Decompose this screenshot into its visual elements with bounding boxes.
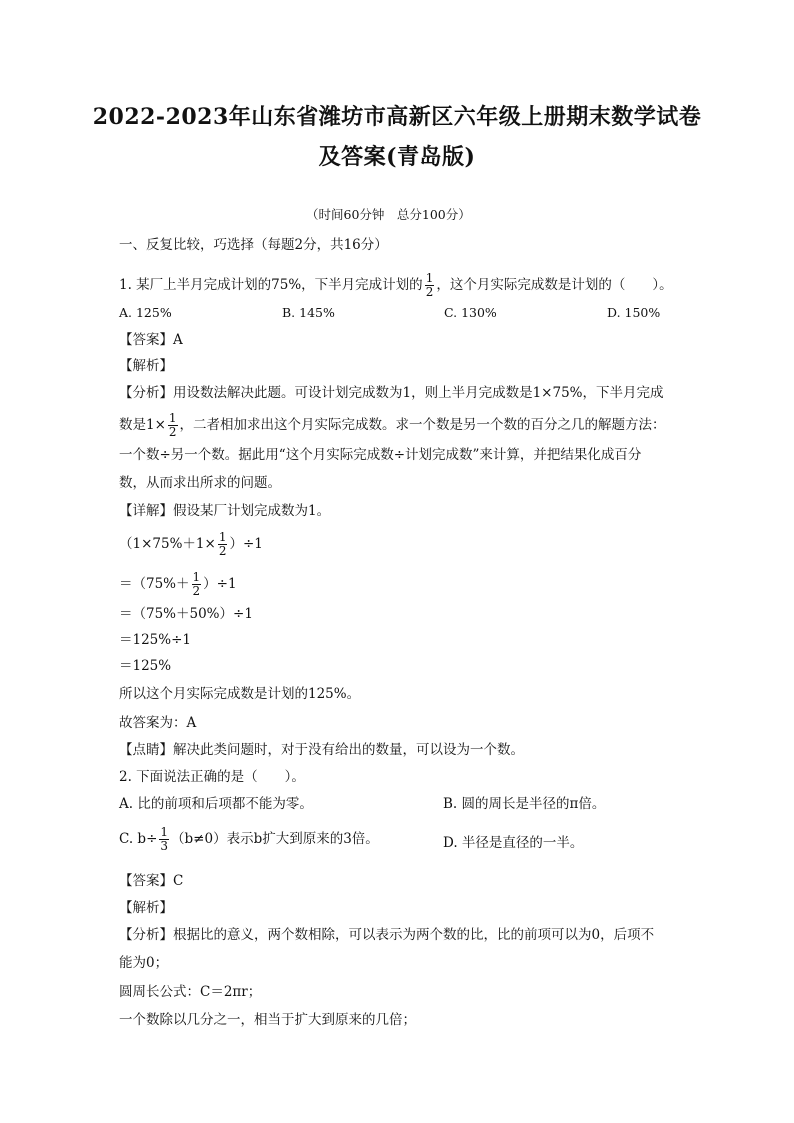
q2-option-d: D. 半径是直径的一半。 — [443, 835, 584, 851]
q2-analysis-line: 能为0； — [119, 955, 169, 971]
fraction: $\frac{1}{2}$ — [425, 271, 434, 299]
q2-analysis-label: 【解析】 — [119, 900, 173, 916]
q1-analysis-line: 数是1× $\frac{1}{2}$ ，二者相加求出这个月实际完成数。求一个数是另一个数的百分之几的解题方法： — [119, 411, 666, 439]
q1-step: （1×75%＋1× $\frac{1}{2}$ ）÷1 — [119, 530, 263, 558]
q1-analysis-line: 【分析】用设数法解决此题。可设计划完成数为1，则上半月完成数是1×75%，下半月完成 — [119, 385, 664, 401]
q2-option-b: B. 圆的周长是半径的π倍。 — [443, 796, 606, 812]
doc-title-line1: 2022-2023年山东省潍坊市高新区六年级上册期末数学试卷 — [92, 104, 702, 130]
q1-step: ＝125%÷1 — [119, 632, 191, 648]
q2-analysis-line: 【分析】根据比的意义，两个数相除，可以表示为两个数的比，比的前项可以为0，后项不 — [119, 927, 655, 943]
q1-analysis-line: 数，从而求出所求的问题。 — [119, 475, 281, 491]
q2-option-c: C. b÷ $\frac{1}{3}$ （b≠0）表示b扩大到原来的3倍。 — [119, 825, 379, 853]
q2-stem: 2. 下面说法正确的是（ ）。 — [119, 769, 305, 785]
q1-stem-part2: ，这个月实际完成数是计划的（ ）。 — [436, 277, 673, 293]
fraction: $\frac{1}{2}$ — [192, 570, 201, 598]
q1-analysis-label: 【解析】 — [119, 358, 173, 374]
q1-tip: 【点睛】解决此类问题时，对于没有给出的数量，可以设为一个数。 — [119, 742, 524, 758]
q2-answer: 【答案】C — [119, 873, 184, 889]
q1-stem-part1: 1. 某厂上半月完成计划的75%，下半月完成计划的 — [119, 277, 423, 293]
q1-answer: 【答案】A — [119, 332, 183, 348]
fraction: $\frac{1}{2}$ — [218, 530, 227, 558]
q1-option-c: C. 130% — [444, 305, 497, 320]
fraction: $\frac{1}{2}$ — [168, 411, 177, 439]
q1-option-a: A. 125% — [119, 305, 172, 320]
q1-step: ＝125% — [119, 658, 172, 674]
q1-conclusion: 所以这个月实际完成数是计划的125%。 — [119, 686, 361, 702]
q1-stem — [119, 272, 673, 299]
section-heading: 一、反复比较，巧选择（每题2分，共16分） — [119, 237, 388, 253]
q1-analysis-line: 一个数÷另一个数。据此用“这个月实际完成数÷计划完成数”来计算，并把结果化成百分 — [119, 447, 642, 463]
doc-title-line2: 及答案(青岛版) — [318, 144, 476, 170]
q1-step: ＝（75%＋50%）÷1 — [119, 606, 253, 622]
q2-analysis-line: 一个数除以几分之一，相当于扩大到原来的几倍； — [119, 1012, 416, 1028]
fraction: $\frac{1}{3}$ — [160, 825, 169, 853]
q1-option-b: B. 145% — [282, 305, 335, 320]
exam-info: （时间60分钟 总分100分） — [306, 207, 471, 222]
q1-step: ＝（75%＋ $\frac{1}{2}$ ）÷1 — [119, 570, 237, 598]
q1-solution: 【详解】假设某厂计划完成数为1。 — [119, 503, 331, 519]
q1-option-d: D. 150% — [607, 305, 661, 320]
q2-analysis-line: 圆周长公式：C＝2πr； — [119, 984, 262, 1000]
q2-option-a: A. 比的前项和后项都不能为零。 — [119, 796, 313, 812]
q1-final: 故答案为：A — [119, 715, 197, 731]
